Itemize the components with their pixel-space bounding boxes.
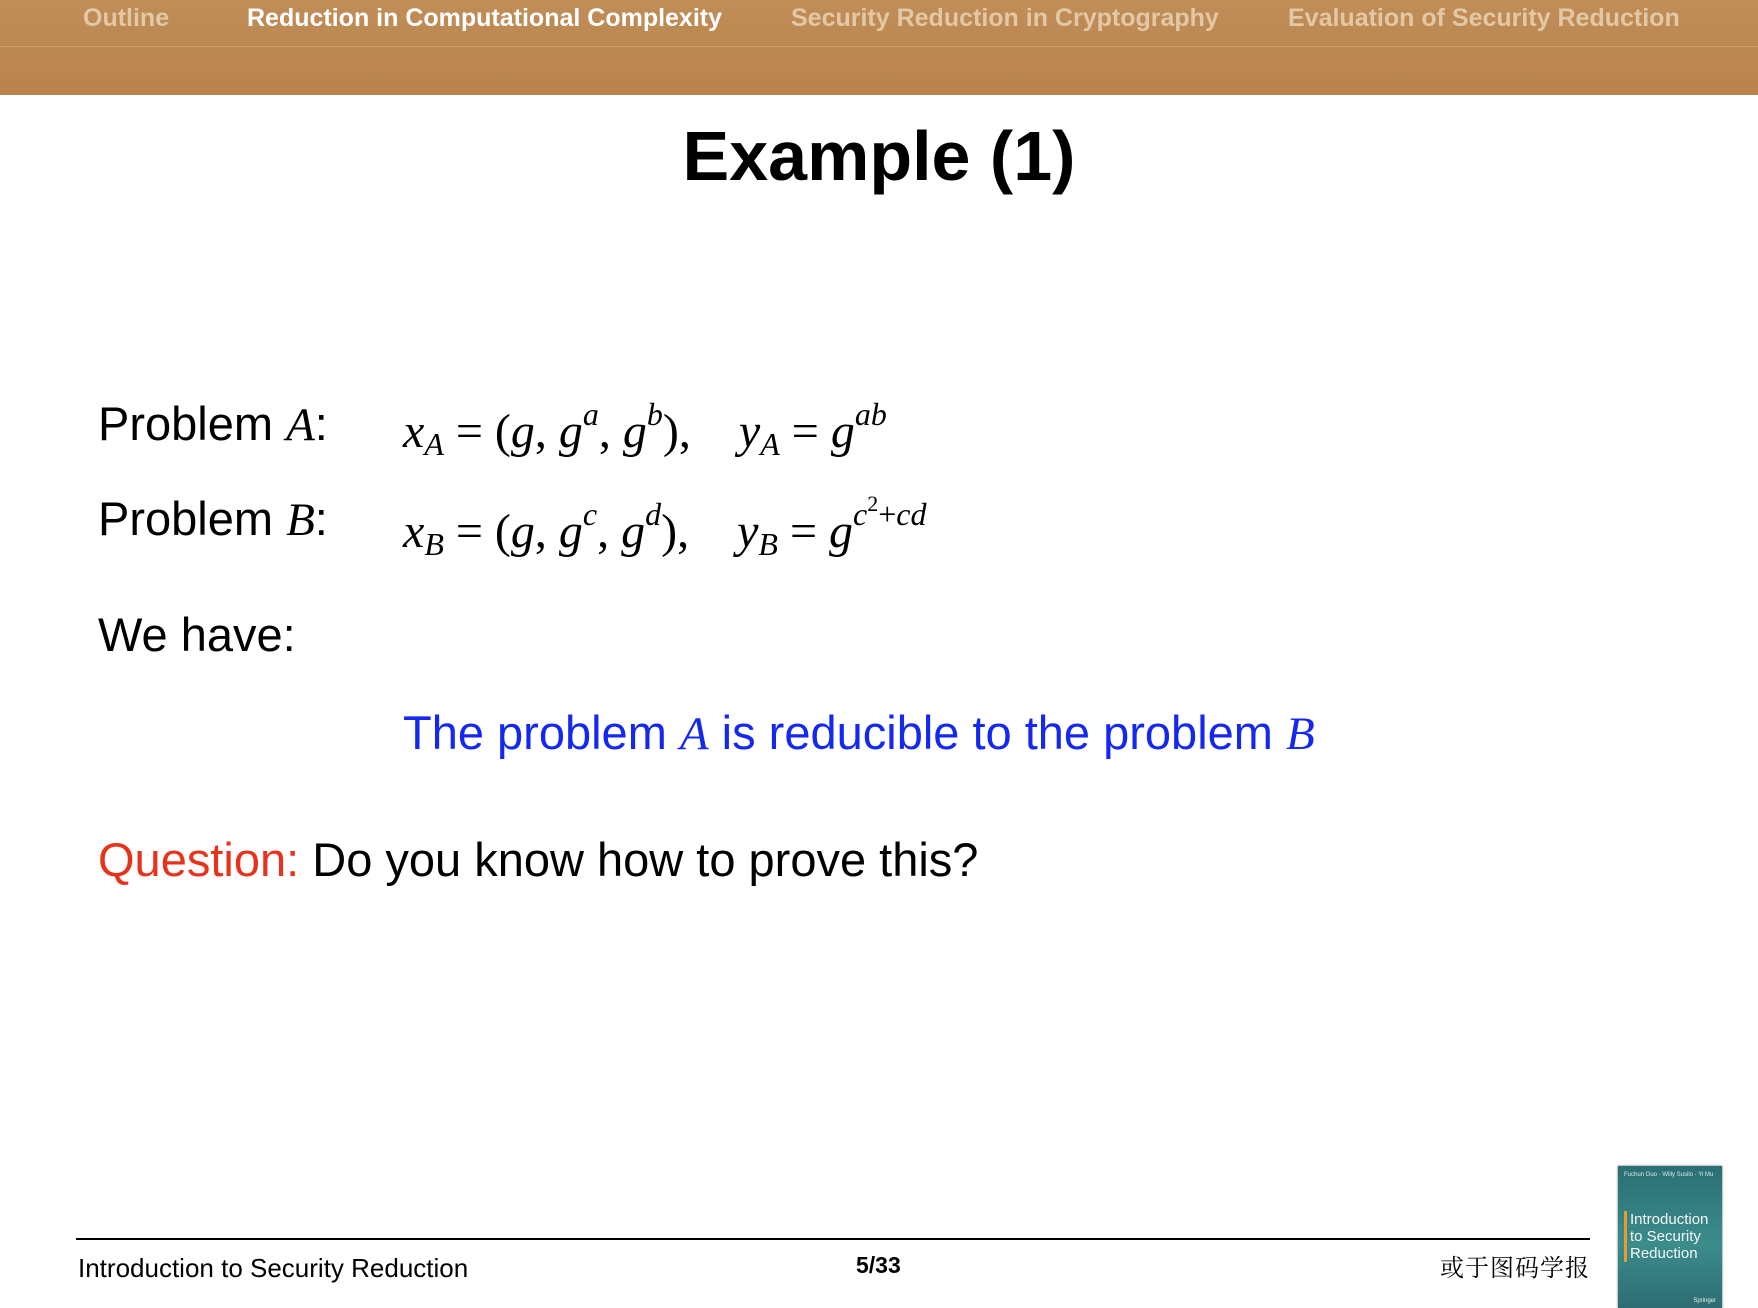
problem-a-text: Problem [98,397,287,450]
claim-var-b: B [1285,708,1315,760]
header-nav-bar [0,0,1758,95]
we-have-text: We have: [98,608,296,661]
footer-logo: 或于图码学报 [1440,1254,1590,1282]
problem-b-var: B [286,494,315,546]
problem-b-label [98,491,328,547]
problem-a-var: A [286,399,315,451]
question-line [98,832,978,887]
claim-part1: The problem [403,706,680,759]
problem-a-colon: : [314,397,328,450]
slide-title: Example (1) [682,117,1076,195]
book-authors: Fuchun Guo · Willy Susilo · Yi Mu [1624,1172,1714,1178]
book-publisher: Springer [1693,1298,1716,1304]
footer-presentation-title: Introduction to Security Reduction [78,1253,469,1283]
nav-item-evaluation[interactable]: Evaluation of Security Reduction [1288,4,1680,32]
problem-b-text: Problem [98,492,287,545]
book-cover-image [1618,1166,1722,1308]
nav-item-outline[interactable]: Outline [83,4,170,32]
question-label: Question: [98,833,300,886]
problem-b-colon: : [314,492,328,545]
nav-divider [0,46,1758,47]
book-title: Introduction to Security Reduction [1624,1211,1722,1262]
problem-a-formula: $x_A = (g$, $g^a$, $g^b$), $y_A = g^{ab}$ [403,396,887,462]
nav-item-security-reduction-crypto[interactable]: Security Reduction in Cryptography [791,4,1219,32]
question-text: Do you know how to prove this? [299,833,979,886]
problem-b-formula: $x_B = (g$, $g^c$, $g^d$), $y_B = g^{c^2+cd}$ [403,491,927,562]
claim-statement [403,705,1315,761]
problem-a-label [98,396,328,452]
footer-divider [76,1238,1590,1240]
nav-item-reduction-complexity[interactable]: Reduction in Computational Complexity [247,4,723,32]
claim-var-a: A [679,708,709,760]
page-number: 5/33 [856,1252,901,1278]
claim-part2: is reducible to the problem [708,706,1286,759]
